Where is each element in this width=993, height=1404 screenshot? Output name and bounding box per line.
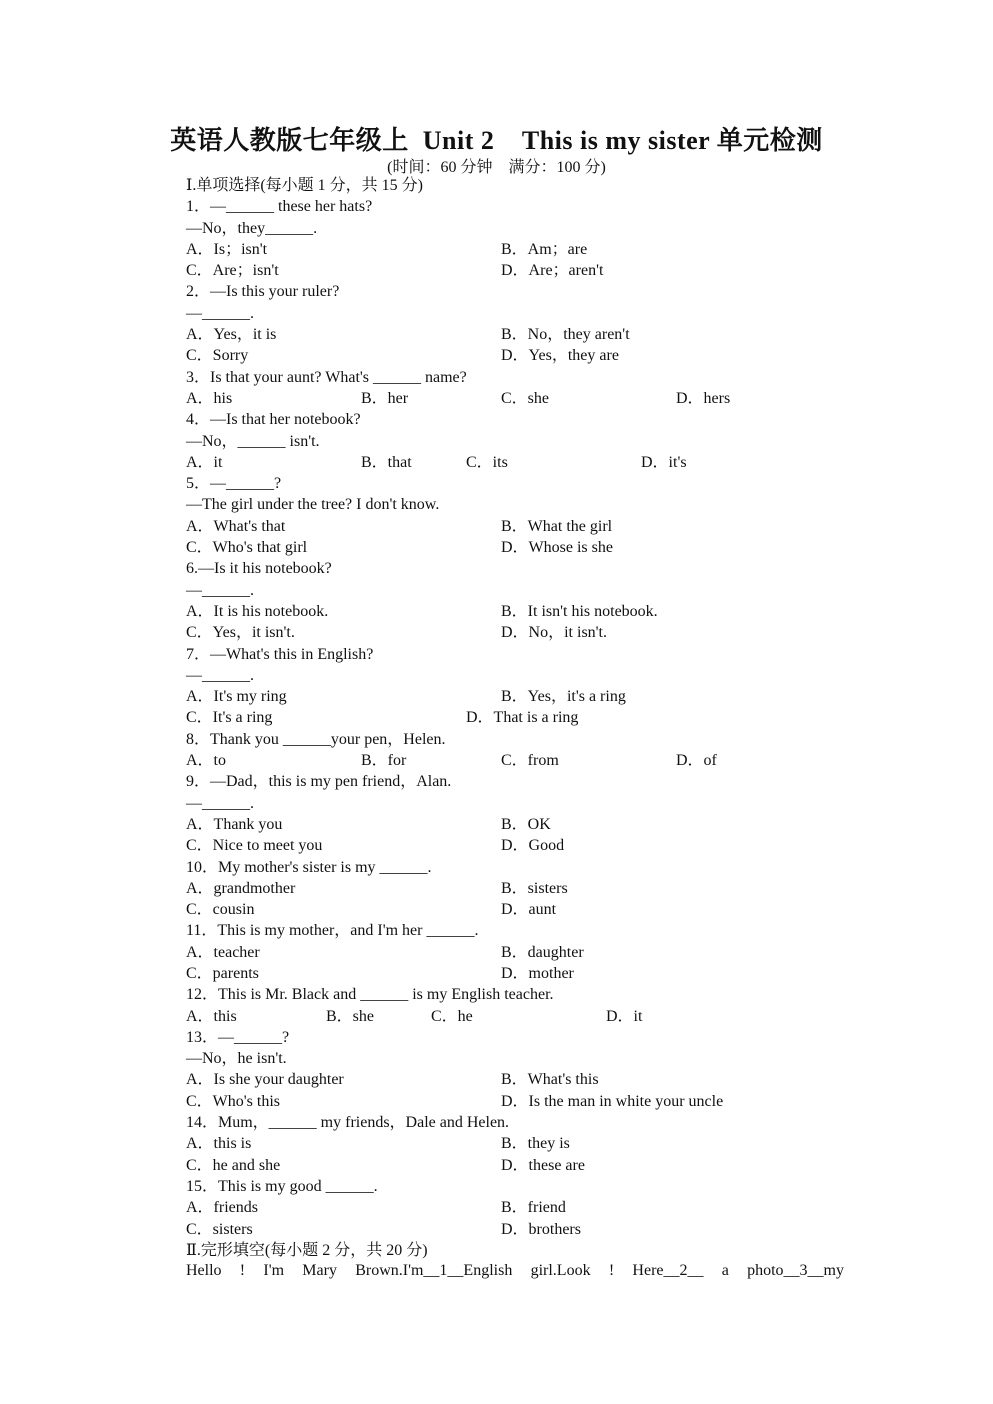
answer-option: C．Are；isn't [186, 262, 279, 280]
answer-option: D．Yes，they are [501, 347, 619, 365]
question-list [186, 175, 866, 1261]
answer-option: B．they is [501, 1135, 570, 1153]
options-row [186, 452, 866, 473]
question-line: Ⅱ.完形填空(每小题 2 分，共 20 分) [186, 1241, 428, 1259]
answer-option: B．Yes，it's a ring [501, 688, 626, 706]
options-row [186, 750, 866, 771]
answer-option: C．parents [186, 964, 259, 982]
options-row [186, 835, 866, 856]
answer-option: C．its [466, 453, 508, 471]
question-line: 3．Is that your aunt? What's ______ name? [186, 368, 467, 386]
question-line: —______. [186, 794, 254, 812]
options-row [186, 516, 866, 537]
answer-option: A．Thank you [186, 815, 283, 833]
answer-option: C．It's a ring [186, 709, 273, 727]
options-row [186, 707, 866, 728]
answer-option: B．that [361, 453, 412, 471]
options-row [186, 1069, 866, 1090]
answer-option: B．What's this [501, 1071, 599, 1089]
options-row [186, 622, 866, 643]
options-row [186, 1155, 866, 1176]
answer-option: D．hers [676, 389, 731, 407]
answer-option: C．Yes，it isn't. [186, 624, 295, 642]
answer-option: B．for [361, 752, 407, 770]
answer-option: C．Who's that girl [186, 539, 308, 557]
question-line: 12．This is Mr. Black and ______ is my English teacher. [186, 986, 554, 1004]
answer-option: B．daughter [501, 943, 584, 961]
answer-option: A．What's that [186, 517, 286, 535]
options-row [186, 388, 866, 409]
answer-option: D．mother [501, 964, 574, 982]
options-row [186, 963, 866, 984]
answer-option: C．he [431, 1007, 473, 1025]
answer-option: A．it [186, 453, 223, 471]
question-line: 8．Thank you ______your pen，Helen. [186, 730, 446, 748]
answer-option: D．Whose is she [501, 539, 613, 557]
answer-option: C．sisters [186, 1220, 253, 1238]
options-row [186, 324, 866, 345]
answer-option: A．friends [186, 1199, 258, 1217]
answer-option: C．from [501, 752, 559, 770]
options-row [186, 942, 866, 963]
answer-option: B．OK [501, 815, 551, 833]
cloze-passage-line: Hello ! I'm Mary Brown.I'm__1__English girl.Look ! Here__2__ a photo__3__my [186, 1262, 844, 1279]
answer-option: D．That is a ring [466, 709, 579, 727]
answer-option: C．Sorry [186, 347, 249, 365]
options-row [186, 878, 866, 899]
answer-option: C．Nice to meet you [186, 837, 323, 855]
options-row [186, 1091, 866, 1112]
question-line: —No，he isn't. [186, 1050, 287, 1068]
question-line: 7．—What's this in English? [186, 645, 374, 663]
page-title: 英语人教版七年级上 Unit 2 This is my sister 单元检测 [170, 126, 823, 155]
question-line: 2．—Is this your ruler? [186, 283, 340, 301]
answer-option: D．these are [501, 1156, 585, 1174]
question-line: 11．This is my mother，and I'm her ______. [186, 922, 479, 940]
answer-option: D．Is the man in white your uncle [501, 1092, 724, 1110]
answer-option: B．No，they aren't [501, 326, 630, 344]
question-line: 4．—Is that her notebook? [186, 411, 361, 429]
options-row [186, 601, 866, 622]
answer-option: D．No，it isn't. [501, 624, 608, 642]
answer-option: A．It's my ring [186, 688, 287, 706]
question-line: 15．This is my good ______. [186, 1177, 378, 1195]
answer-option: D．it [606, 1007, 643, 1025]
options-row [186, 537, 866, 558]
options-row [186, 1197, 866, 1218]
answer-option: B．sisters [501, 879, 568, 897]
question-line: Ⅰ.单项选择(每小题 1 分，共 15 分) [186, 177, 423, 194]
question-line: 1．—______ these her hats? [186, 198, 373, 216]
options-row [186, 686, 866, 707]
answer-option: C．Who's this [186, 1092, 281, 1110]
answer-option: D．brothers [501, 1220, 581, 1238]
answer-option: D．Are；aren't [501, 262, 604, 280]
answer-option: A．this is [186, 1135, 252, 1153]
exam-info: (时间：60 分钟 满分：100 分) [387, 159, 606, 176]
answer-option: B．Am；are [501, 240, 588, 258]
question-line: 5．—______? [186, 475, 282, 493]
answer-option: B．she [326, 1007, 375, 1025]
answer-option: D．of [676, 752, 717, 770]
question-line: —______. [186, 581, 254, 599]
answer-option: A．teacher [186, 943, 260, 961]
question-line: —No，______ isn't. [186, 432, 320, 450]
question-line: —______. [186, 666, 254, 684]
answer-option: C．he and she [186, 1156, 281, 1174]
answer-option: A．Is she your daughter [186, 1071, 344, 1089]
answer-option: C．cousin [186, 901, 255, 919]
question-line: 13．—______? [186, 1028, 290, 1046]
question-line: —No，they______. [186, 219, 318, 237]
options-row [186, 260, 866, 281]
answer-option: C．she [501, 389, 550, 407]
answer-option: B．her [361, 389, 409, 407]
answer-option: D．it's [641, 453, 687, 471]
options-row [186, 1219, 866, 1240]
question-line: —The girl under the tree? I don't know. [186, 496, 440, 514]
answer-option: D．Good [501, 837, 565, 855]
answer-option: B．What the girl [501, 517, 613, 535]
answer-option: B．It isn't his notebook. [501, 602, 658, 620]
answer-option: A．his [186, 389, 233, 407]
options-row [186, 239, 866, 260]
answer-option: A．this [186, 1007, 237, 1025]
answer-option: A．Yes，it is [186, 326, 277, 344]
question-line: 9．—Dad，this is my pen friend，Alan. [186, 773, 452, 791]
options-row [186, 899, 866, 920]
options-row [186, 1133, 866, 1154]
question-line: 10．My mother's sister is my ______. [186, 858, 432, 876]
answer-option: A．to [186, 752, 227, 770]
options-row [186, 814, 866, 835]
answer-option: A．grandmother [186, 879, 296, 897]
answer-option: A．Is；isn't [186, 240, 268, 258]
question-line: 14．Mum，______ my friends，Dale and Helen. [186, 1114, 510, 1132]
answer-option: B．friend [501, 1199, 566, 1217]
question-line: 6.—Is it his notebook? [186, 560, 332, 578]
question-line: —______. [186, 304, 254, 322]
options-row [186, 1006, 866, 1027]
options-row [186, 345, 866, 366]
answer-option: A．It is his notebook. [186, 602, 329, 620]
answer-option: D．aunt [501, 901, 557, 919]
